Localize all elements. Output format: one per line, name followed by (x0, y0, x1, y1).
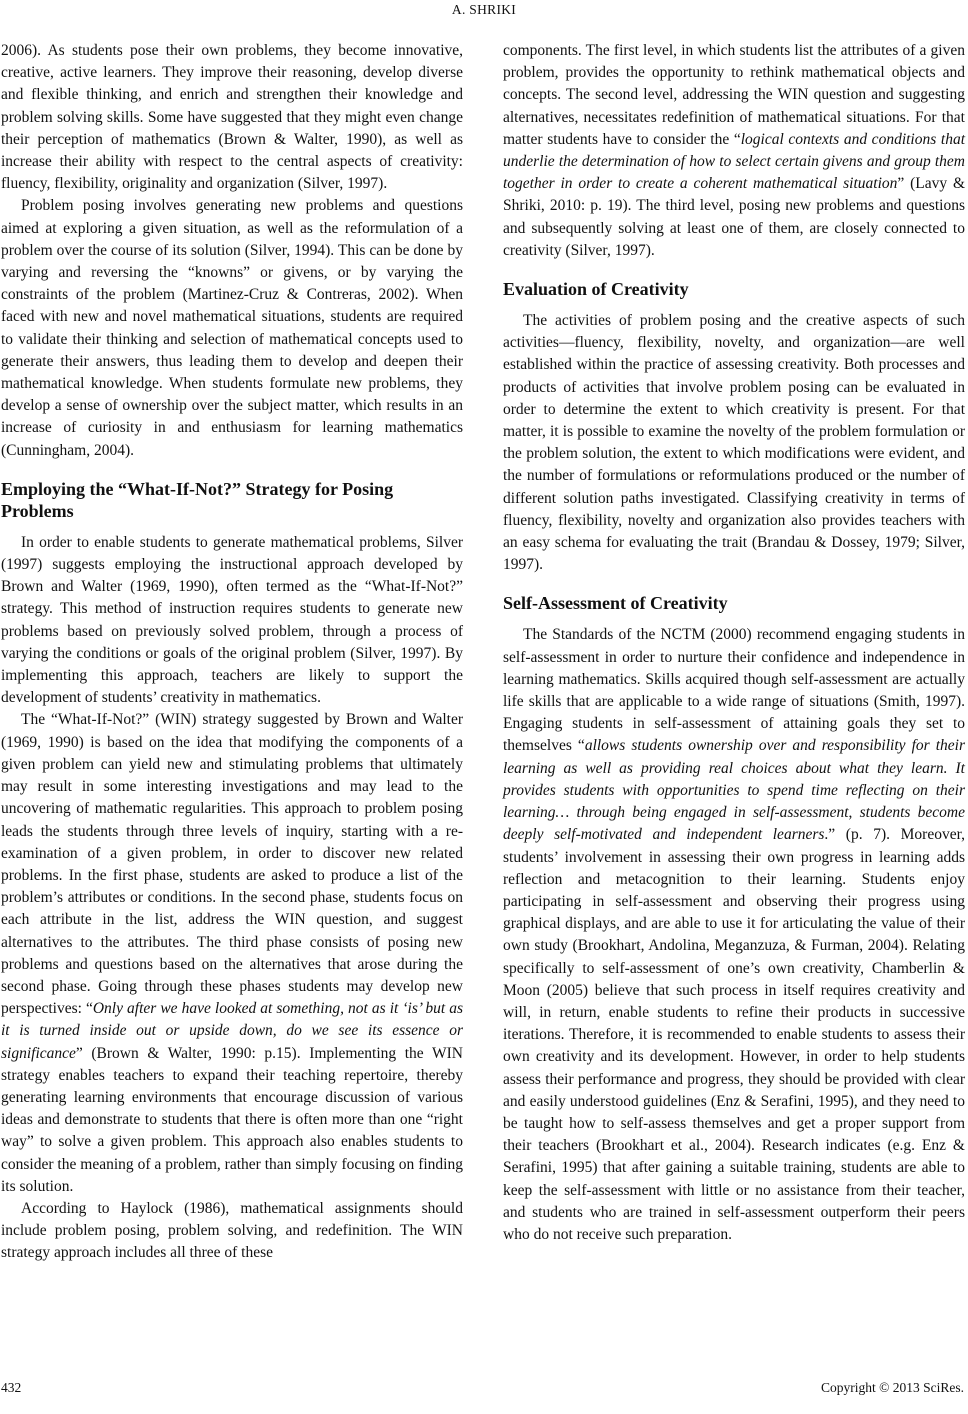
paragraph (503, 624, 965, 1246)
paragraph: In order to enable students to generate mathematical problems, Silver (1997) suggests employing the instructional approach developed by Brown and Walter (1969, 1990), often termed as the “What-If-Not?” strategy. This method of instruction requires students to generate new problems based on previously solved problem, through a process of varying the conditions or goals of the original problem (Silver, 1997). By implementing this approach, teachers are likely to support the development of students’ creativity in mathematics. (1, 533, 463, 707)
text-run: components. The first level, in which students list the attributes of a given problem, provides the opportunity to rethink mathematical objects and concepts. The second level, addressing the WIN question and suggesting alternatives, necessitates redefinition of mathematical situations. For that matter students have to consider the “ (503, 42, 965, 148)
italic-quote: Only after we have looked at something, not as it ‘is’ but as it is turned inside out or upside down, do we see its essence or significance (1, 1000, 463, 1062)
italic-quote: allows students ownership over and responsibility for their learning as well as providing real choices about what they learn. It provides students with opportunities to spend time reflecting on their learning… through being engaged in self-assessment (503, 737, 965, 822)
paragraph: The activities of problem posing and the creative aspects of such activities—fluency, flexibility, novelty, and organization—are well established within the practice of assessing creativity. Both processes and products of activities that involve problem posing can be evaluated in order to determine the extent to which creativity is present. For that matter, it is possible to examine the novelty of the problem formulation or the problem solution, the extent to which modifications were evident, and the number of formulations or reformulations produced or the number of different solution paths investigated. Classifying creativity in terms of fluency, flexibility, novelty and organization also provides teachers with an easy schema for evaluating the trait (Brandau & Dossey, 1979; Silver, 1997). (503, 312, 965, 574)
paragraph: Problem posing involves generating new problems and questions aimed at exploring a given situation, as well as the reformulation of a problem over the course of its solution (Silver, 1994). This can be done by varying and reversing the “knowns” or givens, or by varying the constraints of the problem (Martinez-Cruz & Contreras, 2002). When faced with new and novel mathematical situations, students are required to validate their thinking and selection of mathematical concepts used to generate their answers, thus leading them to develop and deepen their mathematical knowledge. When students formulate new problems, they develop a sense of ownership over the subject matter, which results in an increase of curiosity in and enthusiasm for learning mathematics (Cunningham, 2004). (1, 197, 463, 459)
text-run: The Standards of the NCTM (2000) recommend engaging students in self-assessment in order to nurture their confidence and independence in learning mathematics. Skills acquired though self-assessment are actually life skills that are applicable to a wide range of situations (Smith, 1997). Engaging students in self-assessment of attaining goals they set to themselves “ (503, 626, 965, 755)
italic-quote: logical contexts and conditions that underlie the determination of how to select certain givens and group them together in order to create a coherent mathematical situation (503, 130, 965, 193)
italic-quote: students become deeply self-motivated and independent learners (503, 804, 966, 844)
paragraph: According to Haylock (1986), mathematical assignments should include problem posing, problem solving, and redefinition. The WIN strategy approach includes all three of these (1, 1199, 463, 1262)
text-run: The “What-If-Not?” (WIN) strategy suggested by Brown and Walter (1969, 1990) is based on the idea that modifying the components of a given problem can yield new and stimulating problems that ultimately may result in some interesting investigations and may lead to the uncovering of mathematic regularities. This approach to problem posing leads the students through three levels of inquiry, starting with a re-examination of a given problem, in order to discover new related problems. In the first phase, students are asked to produce a list of the problem’s attributes or conditions. In the second phase, students focus on each attribute in the list, address the WIN question, and suggest alternatives to the attributes. The third phase consists of posing new problems and questions based on the alternatives that arose during the second phase. Going through these phases students may develop new perspectives: “ (1, 711, 463, 1018)
left-column (1, 40, 463, 1265)
page-footer (0, 1380, 968, 1402)
copyright-notice: Copyright © 2013 SciRes. (820, 1380, 964, 1395)
text-run: ” (Lavy & Shriki, 2010: p. 19). The third level, posing new problems and questions and subsequently solving at least one of them, are closely connected to creativity (Silver, 1997). (503, 175, 965, 259)
section-heading-evaluation: Evaluation of Creativity (503, 279, 689, 300)
text-run: , (848, 804, 860, 822)
section-heading-win-strategy: Employing the “What-If-Not?” Strategy for Posing Problems (1, 478, 394, 521)
running-head: A. SHRIKI (451, 2, 517, 17)
right-column (503, 40, 965, 1246)
paragraph (503, 40, 965, 262)
text-run: ” (Brown & Walter, 1990: p.15). Implementing the WIN strategy enables teachers to expand their teaching repertoire, thereby generating learning environments that encourage discussion of various ideas and demonstrate to students that there is often more than one “right way” to solve a given problem. This approach also enables students to consider the meaning of a problem, rather than simply focusing on finding its solution. (1, 1044, 463, 1195)
paragraph: 2006). As students pose their own problems, they become innovative, creative, active learners. They improve their reasoning, develop diverse and flexible thinking, and enrich and strengthen their knowledge and problem solving skills. Some have suggested that they might even change their perception of mathematics (Brown & Walter, 1990), as well as increase their ability with respect to the central aspects of creativity: fluency, flexibility, originality and organization (Silver, 1997). (1, 42, 463, 193)
section-heading-self-assessment: Self-Assessment of Creativity (503, 593, 728, 614)
page-number: 432 (1, 1380, 22, 1395)
paragraph (1, 709, 463, 1197)
text-run: .” (p. 7). Moreover, students’ involvement in assessing their own progress in learning adds reflection and metacognition to their learning. Students enjoy participating in self-assessment and observing their progress using graphical displays, and are able to use it for articulating the value of their own study (Brookhart, Andolina, Meganzuza, & Furman, 2004). Relating specifically to self-assessment of one’s own creativity, Chamberlin & Moon (2005) believe that such process in itself requires creativity and will, in return, enable students to refine their products in successive iterations. Therefore, it is recommended to enable students to assess their own creativity and its development. However, in order to help students assess their performance and progress, they should be provided with clear and easily understood guidelines (Enz & Serafini, 1995), and they need to be taught how to self-assess themselves and get a proper support from their teachers (Brookhart et al., 2004). Research indicates (e.g. Enz & Serafini, 1995) that after gaining a suitable training, students are able to keep the self-assessment with little or no assistance from their teacher, and students who are trained in self-assessment outperform their peers who do not receive such preparation. (503, 826, 965, 1243)
